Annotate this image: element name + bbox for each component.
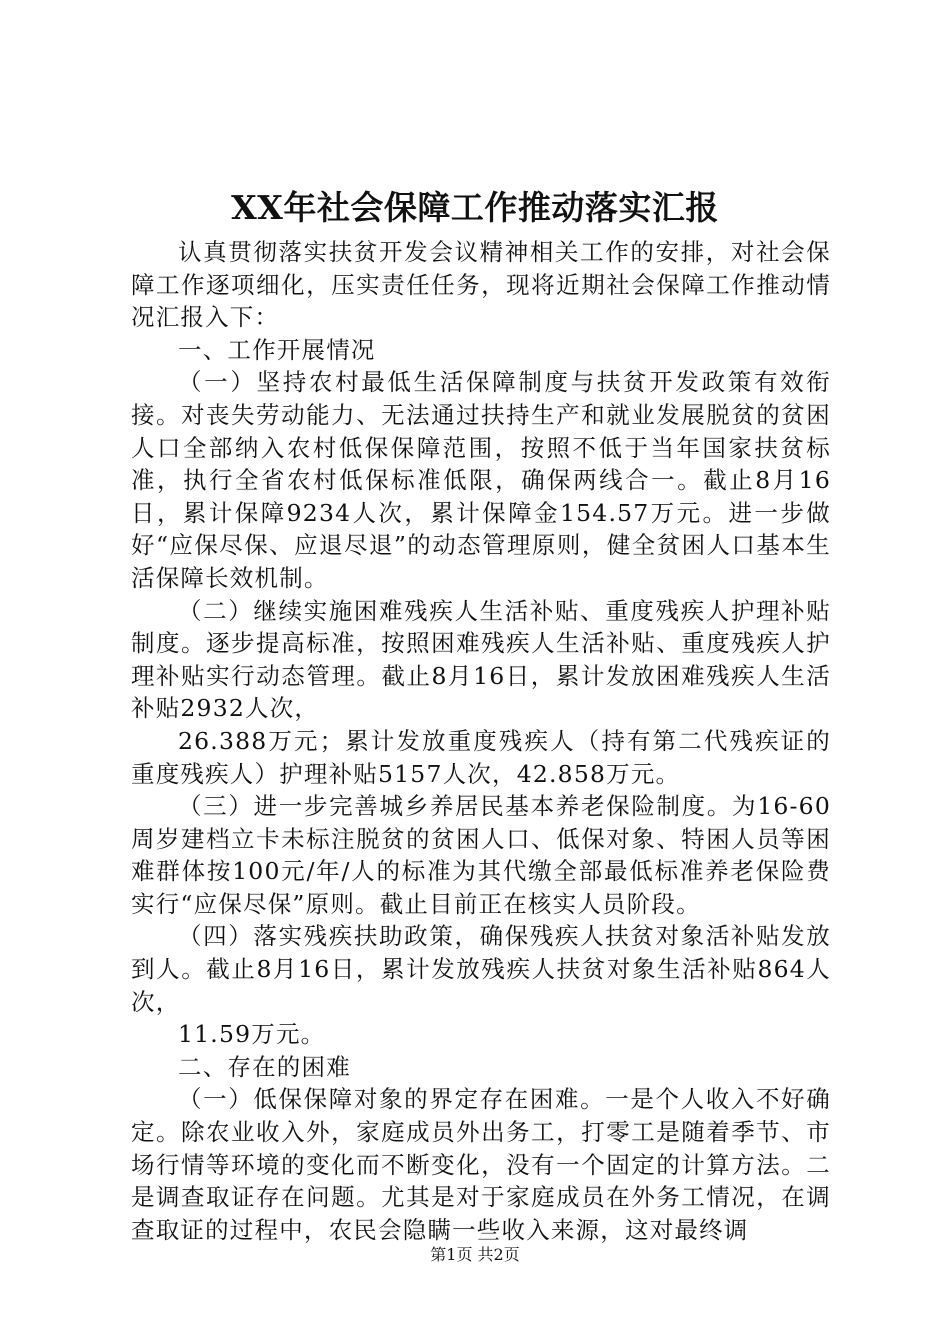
- document-body: [131, 236, 831, 1246]
- paragraph-difficulty-1: （一）低保保障对象的界定存在困难。一是个人收入不好确定。除农业收入外，家庭成员外出务工，打零工是随着季节、市场行情等环境的变化而不断变化，没有一个固定的计算方法。二是调查取证存在问题。尤其是对于家庭成员在外务工情况，在调查取证的过程中，农民会隐瞒一些收入来源，这对最终调: [131, 1085, 831, 1244]
- paragraph-item-4-continued: 11.59万元。: [178, 1020, 326, 1049]
- paragraph-item-4: （四）落实残疾扶助政策，确保残疾人扶贫对象活补贴发放到人。截止8月16日，累计发放残疾人扶贫对象生活补贴864人次，: [131, 922, 831, 1016]
- paragraph-item-1: （一）坚持农村最低生活保障制度与扶贫开发政策有效衔接。对丧失劳动能力、无法通过扶持生产和就业发展脱贫的贫困人口全部纳入农村低保保障范围，按照不低于当年国家扶贫标准，执行全省农村低保标准低限，确保两线合一。截止8月16日，累计保障9234人次，累计保障金154.57万元。进一步做好“应保尽保、应退尽退”的动态管理原则，健全贫困人口基本生活保障长效机制。: [131, 368, 831, 592]
- paragraph-item-3: （三）进一步完善城乡养居民基本养老保险制度。为16-60周岁建档立卡未标注脱贫的贫困人口、低保对象、特困人员等困难群体按100元/年/人的标准为其代缴全部最低标准养老保险费实行“应保尽保”原则。截止目前正在核实人员阶段。: [131, 792, 831, 918]
- section-heading-1: 一、工作开展情况: [178, 335, 376, 364]
- paragraph-item-2-continued: 26.388万元；累计发放重度残疾人（持有第二代残疾证的重度残疾人）护理补贴5157人次，42.858万元。: [131, 726, 831, 788]
- section-heading-2: 二、存在的困难: [178, 1052, 351, 1081]
- intro-paragraph: 认真贯彻落实扶贫开发会议精神相关工作的安排，对社会保障工作逐项细化，压实责任任务，现将近期社会保障工作推动情况汇报入下：: [131, 238, 831, 332]
- page-footer: 第1页 共2页: [430, 1245, 520, 1264]
- paragraph-item-2: （二）继续实施困难残疾人生活补贴、重度残疾人护理补贴制度。逐步提高标准，按照困难残疾人生活补贴、重度残疾人护理补贴实行动态管理。截止8月16日，累计发放困难残疾人生活补贴2932人次，: [131, 596, 831, 723]
- document-title: XX年社会保障工作推动落实汇报: [231, 188, 719, 227]
